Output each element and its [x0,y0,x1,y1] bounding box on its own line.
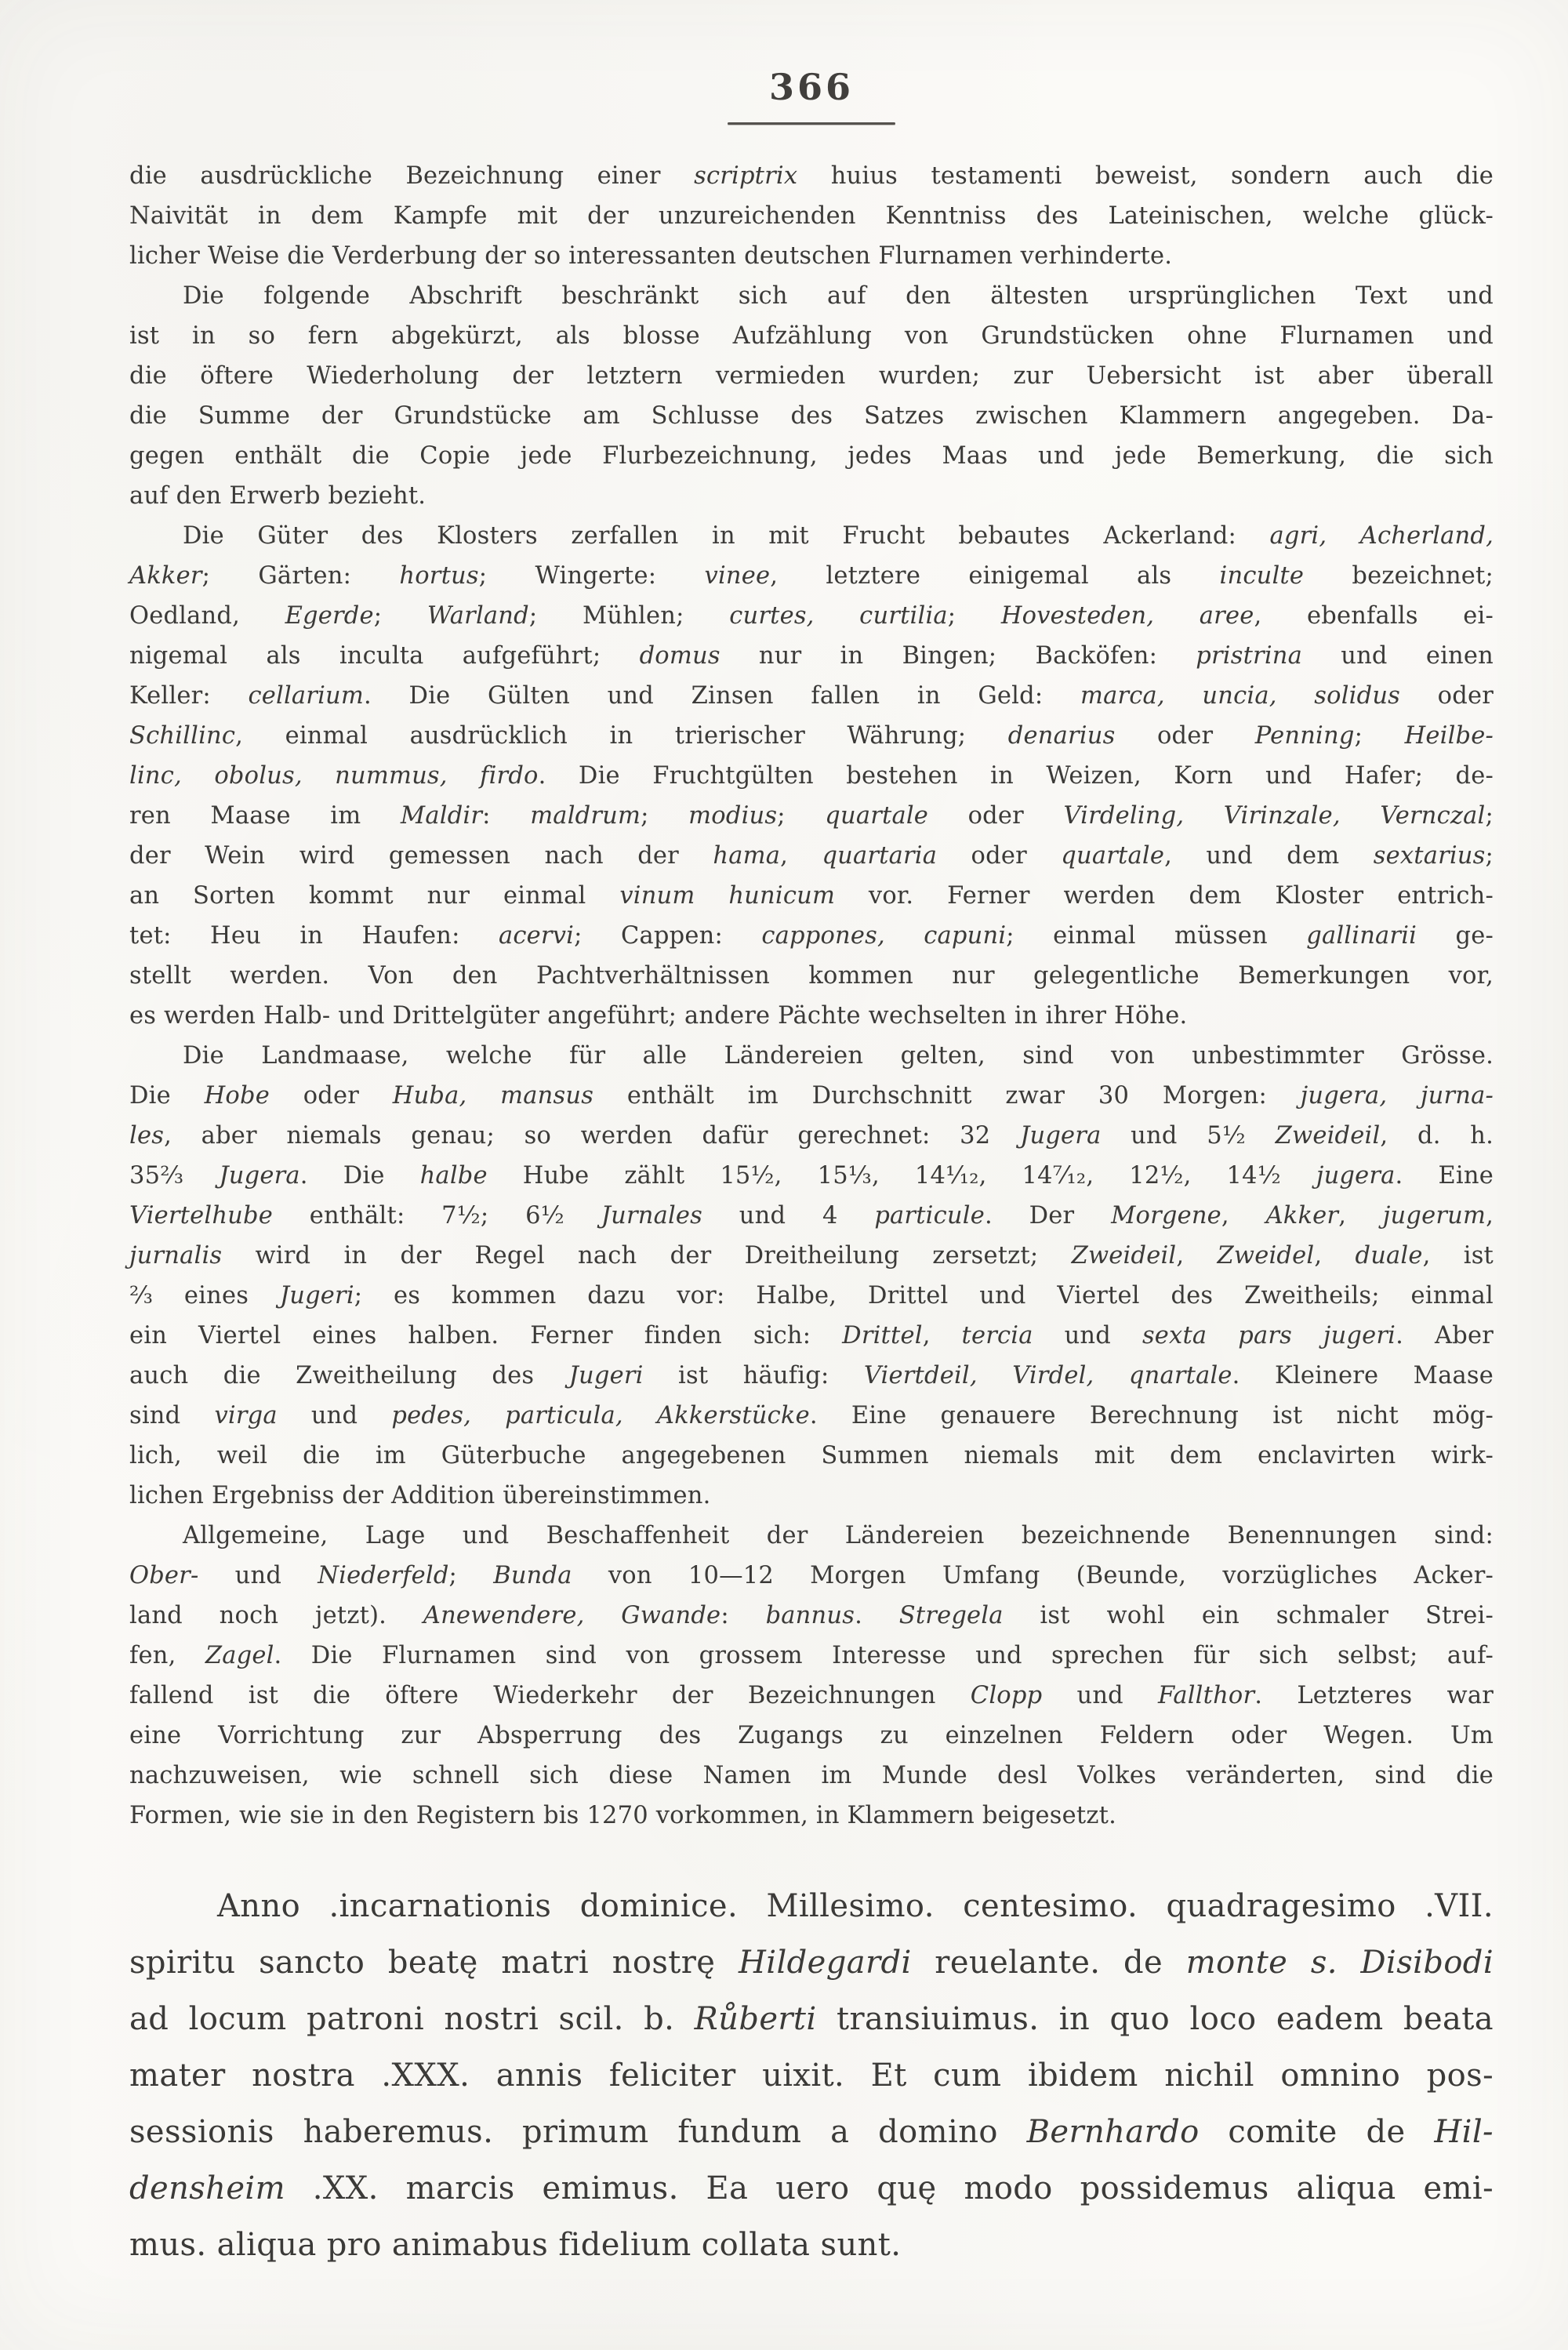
text-segment: ; Gärten: [201,562,400,590]
text-line [129,876,1494,916]
italic-term: duale [1355,1242,1423,1269]
text-segment: oder [1115,722,1255,750]
text-line [129,236,1494,276]
text-segment: fen, [129,1642,205,1669]
text-line [129,196,1494,236]
text-line [129,1076,1494,1116]
italic-term: sexta pars jugeri [1142,1322,1396,1349]
text-segment: , [1176,1242,1218,1269]
text-line [129,1991,1494,2047]
italic-term: Ober- [129,1562,199,1589]
text-segment: Die Güter des Klosters zerfallen in mit Frucht bebautes Ackerland: [183,522,1270,550]
text-segment: spiritu sancto beatę matri nostrę [129,1945,739,1981]
text-segment: Hube zählt 15¹⁄₂, 15¹⁄₃, 14¹⁄₁₂, 14⁷⁄₁₂, 12¹⁄₂, 14¹⁄₂ [487,1162,1316,1190]
text-segment: die Summe der Grundstücke am Schlusse des Satzes zwischen Klammern angegeben. Da- [129,402,1494,430]
text-segment: oder [1400,682,1494,710]
italic-term: linc, obolus, nummus, firdo [129,762,539,790]
text-segment: auf den Erwerb bezieht. [129,482,426,510]
italic-term: Clopp [970,1682,1043,1709]
text-segment: ; einmal müssen [1006,922,1307,950]
text-line [129,2047,1494,2104]
text-segment: . Die Flurnamen sind von grossem Interesse und sprechen für sich selbst; auf- [274,1642,1494,1669]
italic-term: Hildegardi [738,1945,912,1981]
text-segment: bezeichnet; [1304,562,1494,590]
italic-term: Zweideil [1275,1122,1381,1150]
italic-term: Zweideil [1071,1242,1177,1269]
text-line [129,636,1494,676]
text-line [129,1556,1494,1596]
text-segment: an Sorten kommt nur einmal [129,882,620,910]
italic-term: Akker [1265,1202,1339,1229]
text-segment: ; es kommen dazu vor: Halbe, Drittel und Viertel des Zweitheils; einmal [354,1282,1494,1309]
text-segment: nachzuweisen, wie schnell sich diese Namen im Munde desl Volkes veränderten, sind die [129,1762,1494,1789]
italic-term: Jugeri [568,1362,644,1389]
text-segment: . [855,1602,899,1629]
text-segment: und 5¹⁄₂ [1101,1122,1276,1150]
text-line [129,996,1494,1036]
text-segment: und [277,1402,392,1429]
italic-term: scriptrix [694,162,798,190]
text-line [129,1196,1494,1236]
text-line [129,396,1494,436]
italic-term: Schillinc [129,722,236,750]
text-segment: oder [937,842,1062,870]
text-segment: eine Vorrichtung zur Absperrung des Zugangs zu einzelnen Feldern oder Wegen. Um [129,1722,1494,1749]
text-segment: , [1338,1202,1383,1229]
text-line [129,556,1494,596]
italic-term: denarius [1007,722,1116,750]
text-segment: , [780,842,822,870]
text-line [129,1156,1494,1196]
text-segment: ; Cappen: [574,922,762,950]
text-line [129,476,1494,516]
text-segment: . Die [299,1162,420,1190]
text-segment: , d. h. [1380,1122,1494,1150]
text-segment: die ausdrückliche Bezeichnung einer [129,162,695,190]
italic-term: Drittel [842,1322,923,1349]
text-segment: ein Viertel eines halben. Ferner finden sich: [129,1322,843,1349]
paragraph-3 [129,516,1494,1036]
italic-term: monte s. Disibodi [1185,1945,1494,1981]
text-line [129,2217,1494,2273]
italic-term: pristrina [1196,642,1303,670]
text-line [129,1276,1494,1316]
text-segment: mus. aliqua pro animabus fidelium collata sunt. [129,2227,902,2263]
italic-term: Heilbe- [1404,722,1494,750]
text-segment: ; [777,802,826,830]
text-segment: . Die Gülten und Zinsen fallen in Geld: [364,682,1080,710]
paragraph-5 [129,1516,1494,1836]
text-segment: : [720,1602,766,1629]
italic-term: quartale [1061,842,1165,870]
text-segment: land noch jetzt). [129,1602,423,1629]
italic-term: marca, uncia, solidus [1080,682,1401,710]
text-line [129,1676,1494,1716]
text-line [129,836,1494,876]
text-segment: oder [928,802,1064,830]
italic-term: Stregela [898,1602,1004,1629]
italic-term: Jugeri [279,1282,354,1309]
text-segment: ; [947,602,1001,630]
italic-term: curtes, curtilia [729,602,948,630]
text-line [129,676,1494,716]
italic-term: vinee [704,562,771,590]
italic-term: cellarium [248,682,364,710]
text-line [129,756,1494,796]
italic-term: quartale [825,802,929,830]
text-line [129,1116,1494,1156]
text-line [129,716,1494,756]
italic-term: pedes, particula, Akkerstücke [391,1402,810,1429]
italic-term: Jugera [1020,1122,1102,1150]
italic-term: Niederfeld [318,1562,449,1589]
text-segment: und [1033,1322,1142,1349]
text-segment: Allgemeine, Lage und Beschaffenheit der Ländereien bezeichnende Benennungen sind: [183,1522,1494,1549]
text-segment: . Kleinere Maase [1232,1362,1494,1389]
text-segment: 35²⁄₃ [129,1162,220,1190]
italic-term: jugera [1316,1162,1396,1190]
text-segment: licher Weise die Verderbung der so interessanten deutschen Flurnamen verhinderte. [129,242,1173,270]
text-line [129,1236,1494,1276]
italic-term: inculte [1219,562,1305,590]
text-line [129,1796,1494,1836]
text-segment: ist wohl ein schmaler Strei- [1003,1602,1494,1629]
text-segment: die öftere Wiederholung der letztern vermieden wurden; zur Uebersicht ist aber überall [129,362,1494,390]
text-segment: und einen [1302,642,1494,670]
text-line [129,516,1494,556]
text-segment: ; Wingerte: [478,562,705,590]
italic-term: vinum hunicum [619,882,836,910]
italic-term: jugera, jurna- [1300,1082,1494,1110]
text-segment: Naivität in dem Kampfe mit der unzureichenden Kenntniss des Lateinischen, welche glück- [129,202,1494,230]
italic-term: Warland [426,602,529,630]
text-segment: nur in Bingen; Backöfen: [720,642,1196,670]
text-segment: Anno .incarnationis dominice. Millesimo. centesimo. quadragesimo .VII. [217,1888,1494,1924]
text-segment: Die [129,1082,205,1110]
italic-term: Viertdeil, Virdel, qnartale [863,1362,1232,1389]
italic-term: maldrum [530,802,641,830]
text-line [129,2104,1494,2160]
text-segment: und 4 [702,1202,875,1229]
text-segment: auch die Zweitheilung des [129,1362,569,1389]
italic-term: jugerum [1382,1202,1486,1229]
italic-term: Akker [129,562,202,590]
italic-term: Jurnales [601,1202,703,1229]
text-segment: und [1042,1682,1159,1709]
text-segment: Oedland, [129,602,285,630]
text-line [129,1934,1494,1991]
text-segment: lich, weil die im Güterbuche angegebenen Summen niemals mit dem enclavirten wirk- [129,1442,1494,1469]
text-segment: oder [269,1082,393,1110]
text-segment: der Wein wird gemessen nach der [129,842,713,870]
text-segment: Formen, wie sie in den Registern bis 1270 vorkommen, in Klammern beigesetzt. [129,1802,1116,1829]
italic-term: hama [713,842,781,870]
text-line [129,1716,1494,1756]
text-segment: stellt werden. Von den Pachtverhältnissen kommen nur gelegentliche Bemerkungen vor, [129,962,1494,990]
italic-term: Bunda [493,1562,572,1589]
italic-term: Huba, mansus [392,1082,594,1110]
text-line [129,1756,1494,1796]
text-line [129,916,1494,956]
text-line [129,1316,1494,1356]
text-segment: ; [448,1562,494,1589]
italic-term: densheim [129,2170,285,2207]
italic-term: agri, Acherland, [1269,522,1494,550]
text-segment: lichen Ergebniss der Addition übereinstimmen. [129,1482,711,1509]
italic-term: modius [688,802,778,830]
paragraph-1 [129,156,1494,276]
paragraph-4 [129,1036,1494,1516]
text-segment: wird in der Regel nach der Dreitheilung zersetzt; [222,1242,1072,1269]
italic-term: cappones, capuni [761,922,1007,950]
text-segment: , [1221,1202,1266,1229]
text-segment: , aber niemals genau; so werden dafür gerechnet: 32 [164,1122,1021,1150]
text-line [129,316,1494,356]
text-line [129,1356,1494,1396]
text-segment: , einmal ausdrücklich in trierischer Währung; [235,722,1008,750]
italic-term: Morgene [1111,1202,1221,1229]
italic-term: bannus [765,1602,855,1629]
text-segment: , [922,1322,962,1349]
text-segment: , ebenfalls ei- [1254,602,1494,630]
page-number: 366 [768,66,855,108]
italic-term: Jugera [219,1162,300,1190]
italic-term: Penning [1254,722,1355,750]
italic-term: Virdeling, Virinzale, Vernczal [1063,802,1486,830]
text-segment: , letztere einigemal als [770,562,1220,590]
italic-term: Hobe [204,1082,270,1110]
text-segment: ad locum patroni nostri scil. b. [129,2001,695,2037]
italic-term: hortus [399,562,479,590]
italic-term: Viertelhube [129,1202,273,1229]
text-segment: mater nostra .XXX. annis feliciter uixit. Et cum ibidem nichil omnino pos- [129,2058,1494,2094]
text-segment: ; Mühlen; [528,602,730,630]
text-segment: . Der [984,1202,1112,1229]
text-segment: sind [129,1402,215,1429]
divider-rule [728,122,895,125]
paragraph-2 [129,276,1494,516]
italic-term: acervi [499,922,575,950]
italic-term: quartaria [822,842,938,870]
text-line [129,796,1494,836]
italic-term: virga [214,1402,278,1429]
text-line [129,356,1494,396]
text-segment: ; [1485,842,1494,870]
italic-term: particule [874,1202,985,1229]
text-segment: es werden Halb- und Drittelgüter angeführt; andere Pächte wechselten in ihrer Höhe. [129,1002,1188,1030]
text-segment: und [198,1562,318,1589]
text-segment: , ist [1422,1242,1494,1269]
italic-term: Růberti [694,2001,817,2037]
paragraph-6 [129,1878,1494,2273]
text-segment: ist in so fern abgekürzt, als blosse Aufzählung von Grundstücken ohne Flurnamen und [129,322,1494,350]
text-segment: gegen enthält die Copie jede Flurbezeichnung, jedes Maas und jede Bemerkung, die sich [129,442,1494,470]
text-segment: . Aber [1396,1322,1494,1349]
text-segment: nigemal als inculta aufgeführt; [129,642,640,670]
text-line [129,956,1494,996]
text-segment: ; [373,602,427,630]
text-segment: Die folgende Abschrift beschränkt sich auf den ältesten ursprünglichen Text und [183,282,1494,310]
page-header [129,0,1494,125]
text-segment: fallend ist die öftere Wiederkehr der Bezeichnungen [129,1682,971,1709]
text-line [129,1878,1494,1934]
italic-term: Hil- [1434,2114,1494,2150]
text-segment: reuelante. de [911,1945,1186,1981]
text-segment: comite de [1199,2114,1435,2150]
text-segment: enthält: 7¹⁄₂; 6¹⁄₂ [273,1202,601,1229]
italic-term: jurnalis [129,1242,223,1269]
text-line [129,1596,1494,1636]
italic-term: Fallthor [1158,1682,1255,1709]
text-line [129,1636,1494,1676]
italic-term: Zagel [205,1642,274,1669]
text-segment: : [482,802,531,830]
text-line [129,436,1494,476]
text-segment: .XX. marcis emimus. Ea uero quę modo possidemus aliqua emi- [285,2170,1494,2207]
text-line [129,2160,1494,2217]
text-line [129,1396,1494,1436]
text-segment: sessionis haberemus. primum fundum a domino [129,2114,1027,2150]
text-block [129,156,1494,2273]
text-line [129,596,1494,636]
text-segment: , [1314,1242,1356,1269]
italic-term: gallinarii [1306,922,1417,950]
text-line [129,276,1494,316]
text-segment: , und dem [1164,842,1374,870]
text-segment: . Eine genauere Berechnung ist nicht mög- [809,1402,1494,1429]
text-segment: Keller: [129,682,249,710]
text-segment: enthält im Durchschnitt zwar 30 Morgen: [593,1082,1301,1110]
italic-term: Egerde [285,602,374,630]
italic-term: Maldir [400,802,483,830]
text-segment: Die Landmaase, welche für alle Ländereien gelten, sind von unbestimmter Grösse. [183,1042,1494,1070]
text-segment: ; [1485,802,1494,830]
text-segment: huius testamenti beweist, sondern auch die [797,162,1494,190]
italic-term: sextarius [1373,842,1486,870]
text-segment: . Eine [1395,1162,1494,1190]
italic-term: Hovesteden, aree [1000,602,1254,630]
text-segment: , [1486,1202,1494,1229]
text-segment: tet: Heu in Haufen: [129,922,499,950]
text-segment: transiuimus. in quo loco eadem beata [816,2001,1494,2037]
text-segment: . Letzteres war [1254,1682,1494,1709]
italic-term: halbe [419,1162,488,1190]
text-segment: ren Maase im [129,802,401,830]
italic-term: Bernhardo [1026,2114,1200,2150]
text-segment: ge- [1417,922,1494,950]
italic-term: domus [639,642,720,670]
text-line [129,156,1494,196]
text-line [129,1436,1494,1476]
text-line [129,1476,1494,1516]
italic-term: tercia [961,1322,1033,1349]
text-segment: von 10—12 Morgen Umfang (Beunde, vorzügliches Acker- [572,1562,1494,1589]
text-segment: vor. Ferner werden dem Kloster entrich- [835,882,1494,910]
text-segment: ²⁄₃ eines [129,1282,280,1309]
italic-term: les [129,1122,165,1150]
text-line [129,1036,1494,1076]
italic-term: Anewendere, Gwande [423,1602,721,1629]
italic-term: Zweidel [1217,1242,1315,1269]
text-segment: ; [1354,722,1405,750]
text-segment: ; [641,802,689,830]
text-line [129,1516,1494,1556]
text-segment: . Die Fruchtgülten bestehen in Weizen, Korn und Hafer; de- [538,762,1494,790]
text-segment: ist häufig: [643,1362,864,1389]
